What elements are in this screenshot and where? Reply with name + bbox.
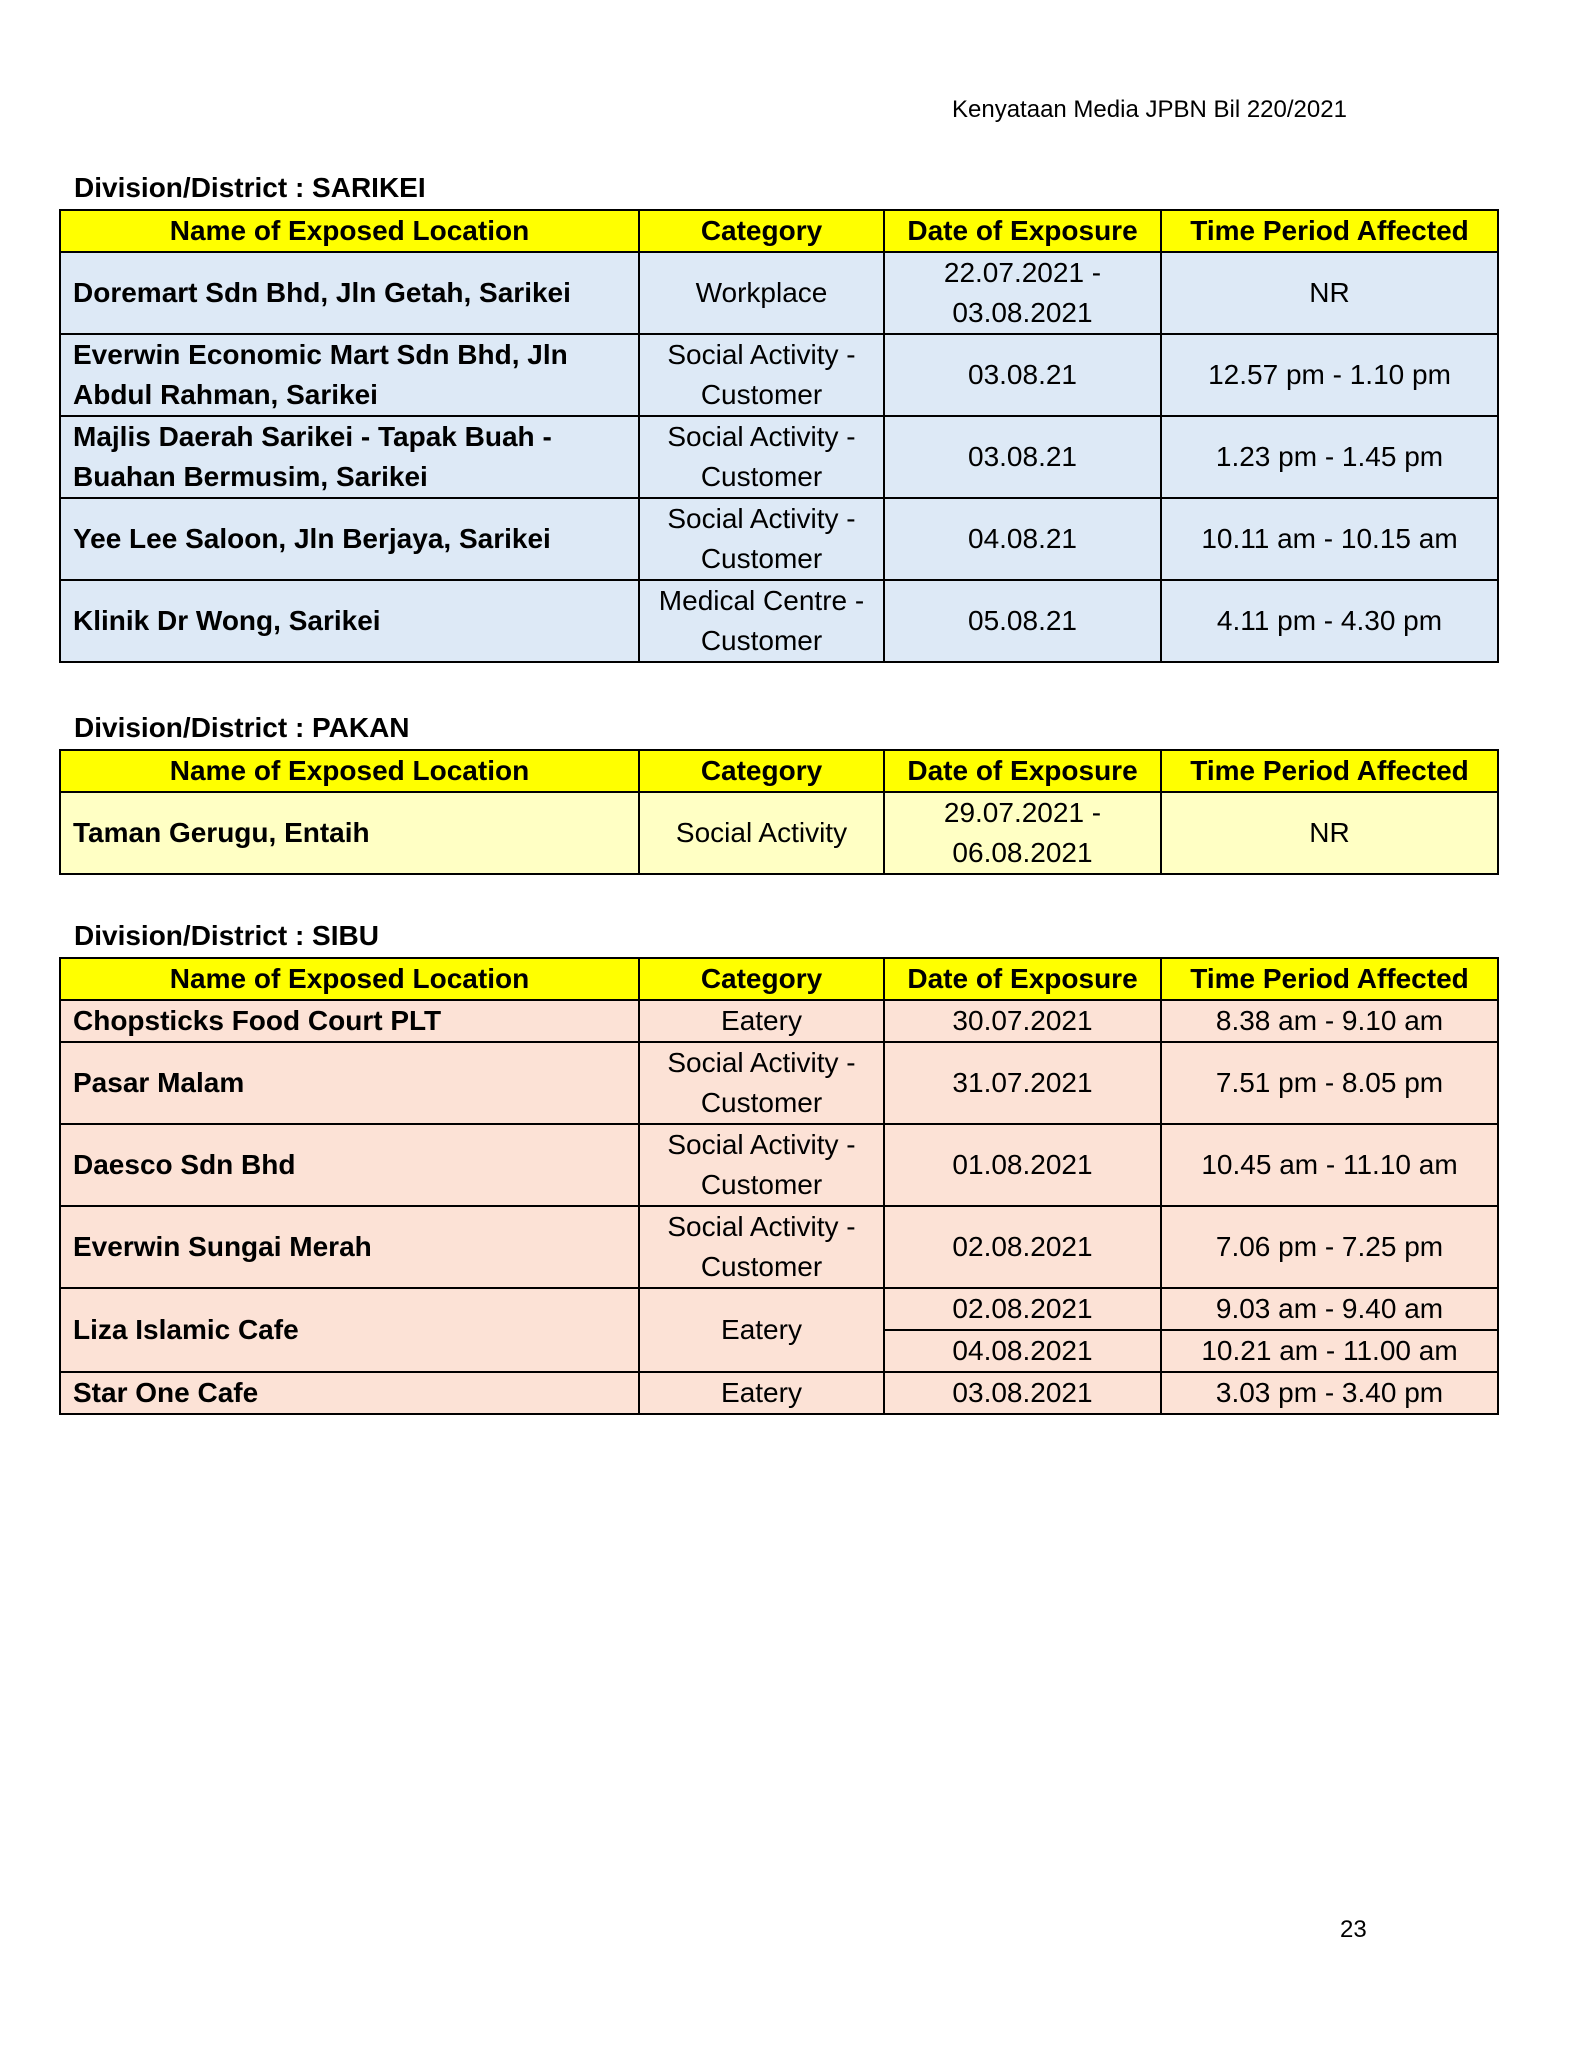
- table-row: [60, 1288, 1498, 1330]
- column-header-category: Category: [639, 210, 884, 252]
- time-cell: 7.51 pm - 8.05 pm: [1161, 1042, 1498, 1124]
- location-cell: Star One Cafe: [60, 1372, 639, 1414]
- date-cell: 05.08.21: [884, 580, 1161, 662]
- category-cell: Social Activity - Customer: [639, 1042, 884, 1124]
- column-header-date: Date of Exposure: [884, 958, 1161, 1000]
- date-cell: 01.08.2021: [884, 1124, 1161, 1206]
- time-cell: 9.03 am - 9.40 am: [1161, 1288, 1498, 1330]
- table-sibu: [59, 957, 1499, 1415]
- table-header-row: [60, 750, 1498, 792]
- category-cell: Social Activity - Customer: [639, 416, 884, 498]
- location-cell: Everwin Sungai Merah: [60, 1206, 639, 1288]
- time-cell: 1.23 pm - 1.45 pm: [1161, 416, 1498, 498]
- category-cell: Medical Centre - Customer: [639, 580, 884, 662]
- date-cell: 03.08.21: [884, 334, 1161, 416]
- column-header-date: Date of Exposure: [884, 750, 1161, 792]
- page-number: 23: [1340, 1916, 1367, 1943]
- document-reference: Kenyataan Media JPBN Bil 220/2021: [952, 96, 1347, 123]
- column-header-location: Name of Exposed Location: [60, 210, 639, 252]
- time-cell: 4.11 pm - 4.30 pm: [1161, 580, 1498, 662]
- section-title-sarikei: Division/District : SARIKEI: [74, 172, 426, 203]
- table-sarikei: [59, 209, 1499, 663]
- category-cell: Eatery: [639, 1372, 884, 1414]
- column-header-date: Date of Exposure: [884, 210, 1161, 252]
- table-row: [60, 498, 1498, 580]
- section-title-pakan: Division/District : PAKAN: [74, 712, 410, 743]
- category-cell: Social Activity - Customer: [639, 1206, 884, 1288]
- column-header-time: Time Period Affected: [1161, 750, 1498, 792]
- time-cell: 8.38 am - 9.10 am: [1161, 1000, 1498, 1042]
- column-header-location: Name of Exposed Location: [60, 958, 639, 1000]
- table-row: [60, 1206, 1498, 1288]
- category-cell: Eatery: [639, 1000, 884, 1042]
- date-cell: 03.08.2021: [884, 1372, 1161, 1414]
- column-header-location: Name of Exposed Location: [60, 750, 639, 792]
- table-row: [60, 1042, 1498, 1124]
- table-row: [60, 1000, 1498, 1042]
- date-cell: 03.08.21: [884, 416, 1161, 498]
- table-row: [60, 252, 1498, 334]
- date-cell: 04.08.2021: [884, 1330, 1161, 1372]
- category-cell: Eatery: [639, 1288, 884, 1372]
- location-cell: Majlis Daerah Sarikei - Tapak Buah - Buahan Bermusim, Sarikei: [60, 416, 639, 498]
- time-cell: NR: [1161, 792, 1498, 874]
- table-row: [60, 334, 1498, 416]
- date-cell: 29.07.2021 - 06.08.2021: [884, 792, 1161, 874]
- section-title-sibu: Division/District : SIBU: [74, 920, 379, 951]
- column-header-time: Time Period Affected: [1161, 210, 1498, 252]
- time-cell: 12.57 pm - 1.10 pm: [1161, 334, 1498, 416]
- time-cell: 3.03 pm - 3.40 pm: [1161, 1372, 1498, 1414]
- column-header-category: Category: [639, 750, 884, 792]
- column-header-time: Time Period Affected: [1161, 958, 1498, 1000]
- time-cell: 10.21 am - 11.00 am: [1161, 1330, 1498, 1372]
- category-cell: Social Activity - Customer: [639, 1124, 884, 1206]
- location-cell: Daesco Sdn Bhd: [60, 1124, 639, 1206]
- date-cell: 02.08.2021: [884, 1206, 1161, 1288]
- column-header-category: Category: [639, 958, 884, 1000]
- table-row: [60, 1124, 1498, 1206]
- date-cell: 31.07.2021: [884, 1042, 1161, 1124]
- date-cell: 22.07.2021 - 03.08.2021: [884, 252, 1161, 334]
- time-cell: 10.11 am - 10.15 am: [1161, 498, 1498, 580]
- location-cell: Pasar Malam: [60, 1042, 639, 1124]
- location-cell: Doremart Sdn Bhd, Jln Getah, Sarikei: [60, 252, 639, 334]
- location-cell: Taman Gerugu, Entaih: [60, 792, 639, 874]
- location-cell: Liza Islamic Cafe: [60, 1288, 639, 1372]
- time-cell: 7.06 pm - 7.25 pm: [1161, 1206, 1498, 1288]
- category-cell: Social Activity: [639, 792, 884, 874]
- location-cell: Chopsticks Food Court PLT: [60, 1000, 639, 1042]
- time-cell: NR: [1161, 252, 1498, 334]
- table-row: [60, 1372, 1498, 1414]
- table-row: [60, 792, 1498, 874]
- location-cell: Everwin Economic Mart Sdn Bhd, Jln Abdul Rahman, Sarikei: [60, 334, 639, 416]
- location-cell: Klinik Dr Wong, Sarikei: [60, 580, 639, 662]
- time-cell: 10.45 am - 11.10 am: [1161, 1124, 1498, 1206]
- category-cell: Workplace: [639, 252, 884, 334]
- table-header-row: [60, 958, 1498, 1000]
- date-cell: 30.07.2021: [884, 1000, 1161, 1042]
- table-row: [60, 580, 1498, 662]
- date-cell: 02.08.2021: [884, 1288, 1161, 1330]
- location-cell: Yee Lee Saloon, Jln Berjaya, Sarikei: [60, 498, 639, 580]
- table-row: [60, 416, 1498, 498]
- category-cell: Social Activity - Customer: [639, 334, 884, 416]
- table-header-row: [60, 210, 1498, 252]
- category-cell: Social Activity - Customer: [639, 498, 884, 580]
- table-pakan: [59, 749, 1499, 875]
- date-cell: 04.08.21: [884, 498, 1161, 580]
